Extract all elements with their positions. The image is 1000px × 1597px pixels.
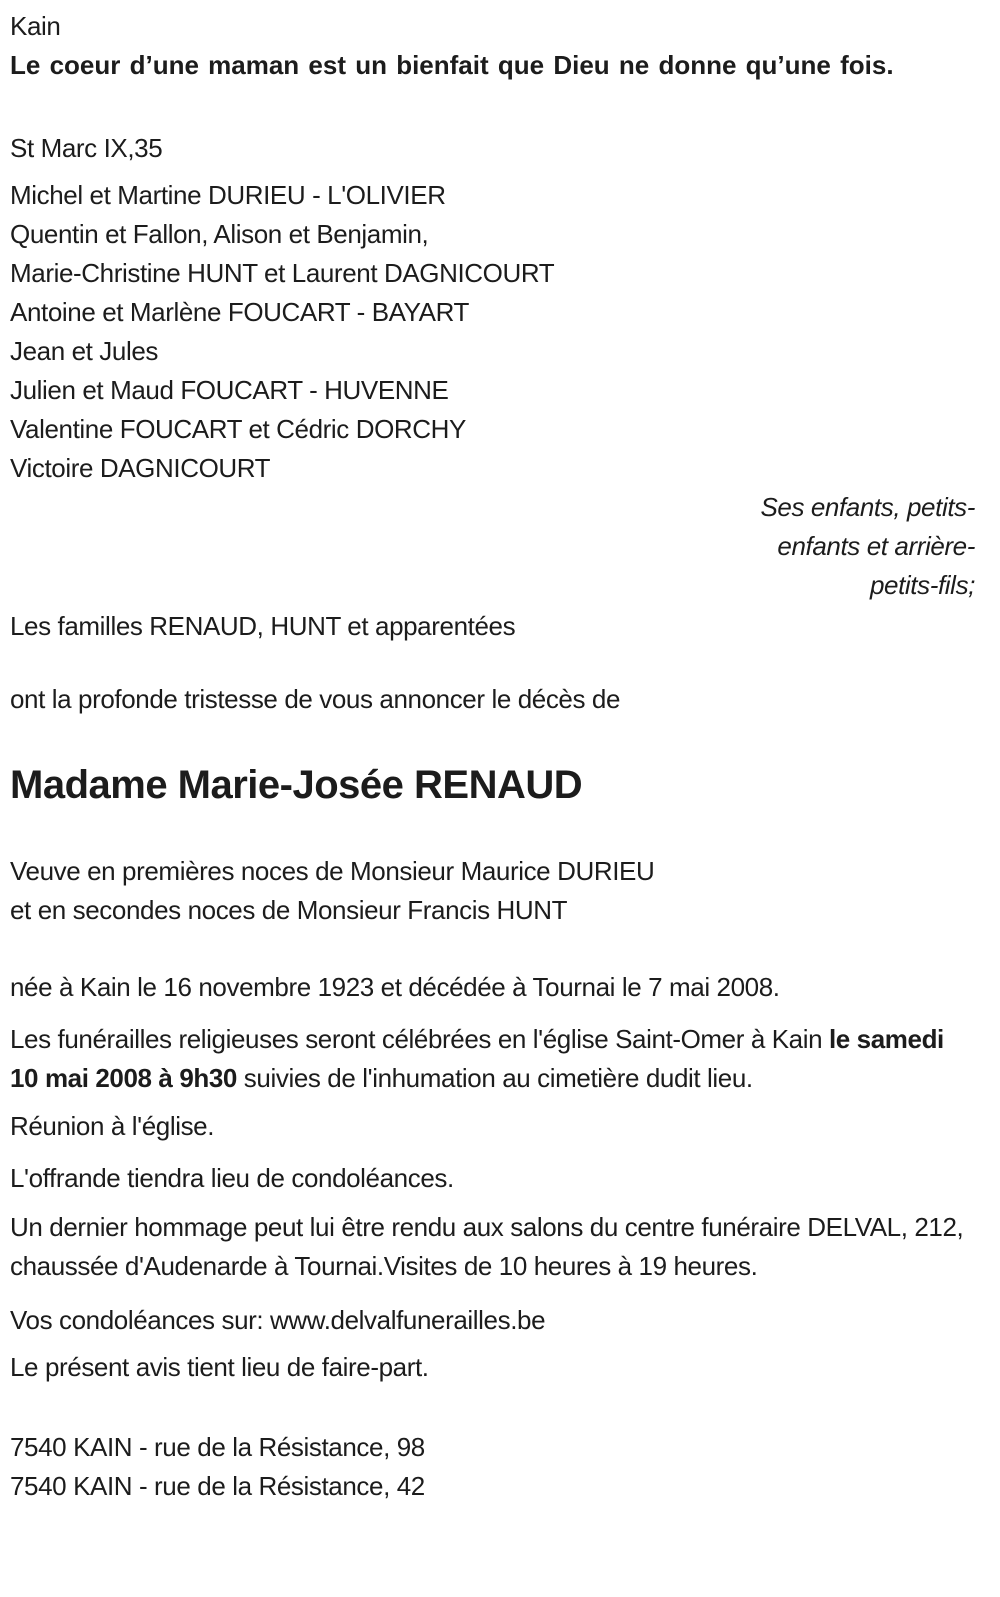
family-name-line: Victoire DAGNICOURT — [10, 453, 271, 483]
family-names-block — [10, 176, 975, 488]
family-name-line: Julien et Maud FOUCART - HUVENNE — [10, 375, 449, 405]
relation-line: enfants et arrière- — [777, 531, 975, 561]
offering-line: L'offrande tiendra lieu de condoléances. — [10, 1163, 454, 1193]
funeral-datetime: le samedi 10 mai 2008 à 9h30 — [10, 1024, 944, 1093]
city-line: Kain — [10, 11, 61, 41]
relation-line: Ses enfants, petits- — [760, 492, 975, 522]
announcement-line: ont la profonde tristesse de vous annoncer le décès de — [10, 684, 621, 714]
family-name-line: Michel et Martine DURIEU - L'OLIVIER — [10, 180, 446, 210]
spouse-line: Veuve en premières noces de Monsieur Maurice DURIEU — [10, 856, 655, 886]
families-line: Les familles RENAUD, HUNT et apparentées — [10, 611, 516, 641]
family-name-line: Marie-Christine HUNT et Laurent DAGNICOURT — [10, 258, 555, 288]
funeral-intro: Les funérailles religieuses seront célébrées en l'église Saint-Omer à Kain — [10, 1024, 829, 1054]
address-line: 7540 KAIN - rue de la Résistance, 98 — [10, 1432, 425, 1462]
funeral-paragraph — [10, 1020, 975, 1098]
quote-line: Le coeur d’une maman est un bienfait que Dieu ne donne qu’une fois. — [10, 50, 894, 80]
relation-line: petits-fils; — [869, 570, 975, 600]
legal-line: Le présent avis tient lieu de faire-part. — [10, 1352, 429, 1382]
meeting-line: Réunion à l'église. — [10, 1111, 215, 1141]
family-name-line: Jean et Jules — [10, 336, 159, 366]
funeral-rest: suivies de l'inhumation au cimetière dudit lieu. — [236, 1063, 753, 1093]
address-block — [10, 1428, 975, 1506]
tribute-paragraph: Un dernier hommage peut lui être rendu aux salons du centre funéraire DELVAL, 212, chaussée d'Audenarde à Tournai.Visites de 10 heures à 19 heures. — [10, 1212, 964, 1281]
spouse-line: et en secondes noces de Monsieur Francis HUNT — [10, 895, 568, 925]
condolences-line: Vos condoléances sur: www.delvalfunerailles.be — [10, 1305, 546, 1335]
spouse-block — [10, 852, 975, 930]
family-name-line: Quentin et Fallon, Alison et Benjamin, — [10, 219, 429, 249]
birth-death-line: née à Kain le 16 novembre 1923 et décédée à Tournai le 7 mai 2008. — [10, 972, 780, 1002]
family-name-line: Antoine et Marlène FOUCART - BAYART — [10, 297, 469, 327]
quote-reference: St Marc IX,35 — [10, 133, 163, 163]
deceased-name: Madame Marie-Josée RENAUD — [10, 763, 583, 807]
address-line: 7540 KAIN - rue de la Résistance, 42 — [10, 1471, 425, 1501]
relation-block — [10, 488, 975, 605]
family-name-line: Valentine FOUCART et Cédric DORCHY — [10, 414, 466, 444]
